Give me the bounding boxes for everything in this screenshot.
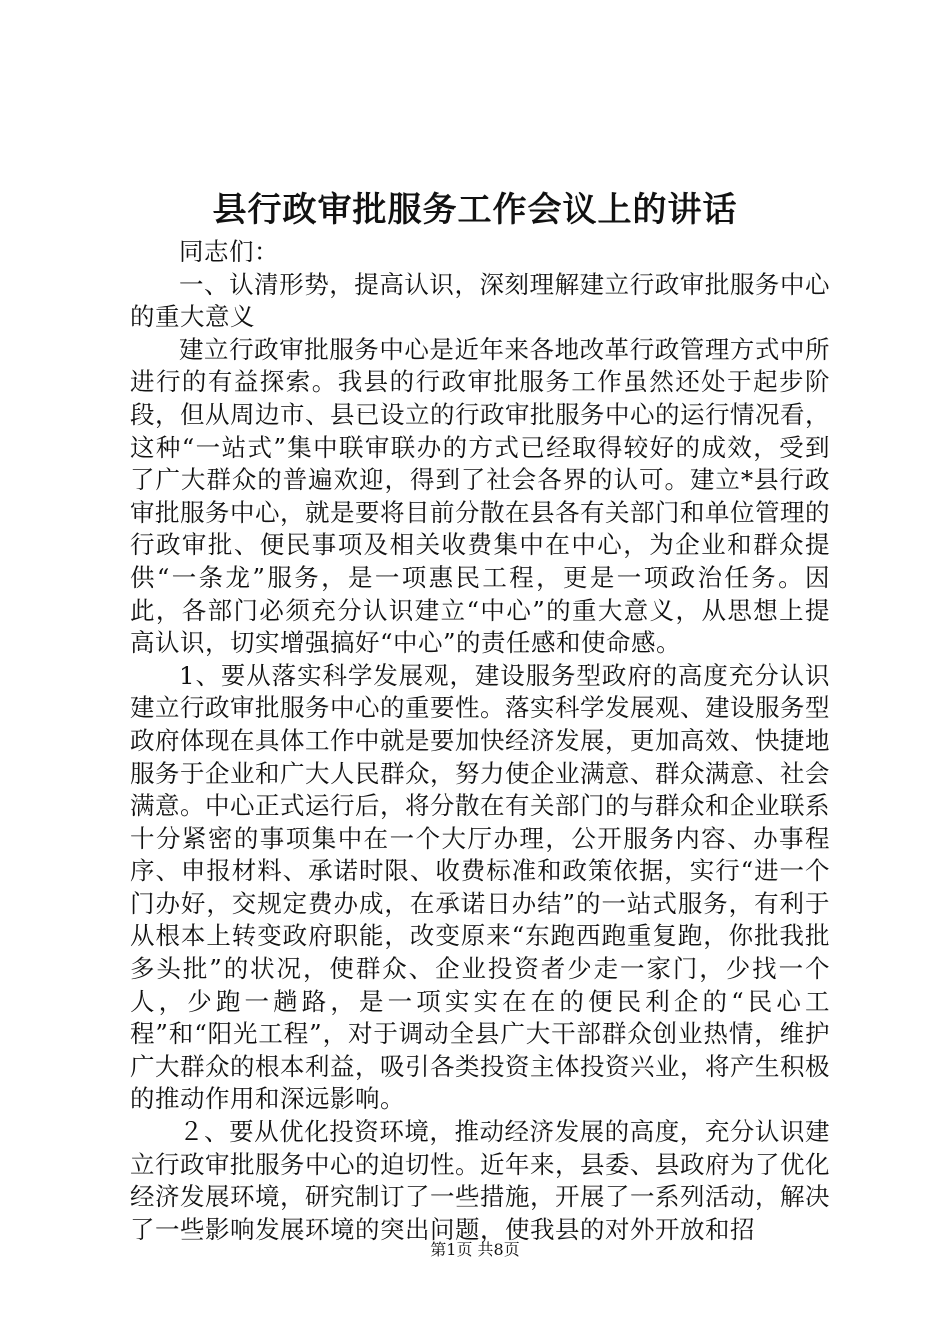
body-paragraph: 建立行政审批服务中心是近年来各地改革行政管理方式中所进行的有益探索。我县的行政审批服务工作虽然还处于起步阶段，但从周边市、县已设立的行政审批服务中心的运行情况看，这种“一站式”集中联审联办的方式已经取得较好的成效，受到了广大群众的普遍欢迎，得到了社会各界的认可。建立*县行政审批服务中心，就是要将目前分散在县各有关部门和单位管理的行政审批、便民事项及相关收费集中在中心，为企业和群众提供“一条龙”服务，是一项惠民工程，更是一项政治任务。因此，各部门必须充分认识建立“中心”的重大意义，从思想上提高认识，切实增强搞好“中心”的责任感和使命感。 xyxy=(130,334,830,658)
document-title: 县行政审批服务工作会议上的讲话 xyxy=(212,190,738,230)
body-paragraph: 1、要从落实科学发展观，建设服务型政府的高度充分认识建立行政审批服务中心的重要性。落实科学发展观、建设服务型政府体现在具体工作中就是要加快经济发展，更加高效、快捷地服务于企业和广大人民群众，努力使企业满意、群众满意、社会满意。中心正式运行后，将分散在有关部门的与群众和企业联系十分紧密的事项集中在一个大厅办理，公开服务内容、办事程序、申报材料、承诺时限、收费标准和政策依据，实行“进一个门办好，交规定费办成，在承诺日办结”的一站式服务，有利于从根本上转变政府职能，改变原来“东跑西跑重复跑，你批我批多头批”的状况，使群众、企业投资者少走一家门，少找一个人，少跑一趟路，是一项实实在在的便民利企的“民心工程”和“阳光工程”，对于调动全县广大干部群众创业热情，维护广大群众的根本利益，吸引各类投资主体投资兴业，将产生积极的推动作用和深远影响。 xyxy=(130,660,830,1114)
body-paragraph: ２、要从优化投资环境，推动经济发展的高度，充分认识建立行政审批服务中心的迫切性。近年来，县委、县政府为了优化经济发展环境，研究制订了一些措施，开展了一系列活动，解决了一些影响发展环境的突出问题，使我县的对外开放和招 xyxy=(130,1117,830,1244)
page-number-footer: 第1页 共8页 xyxy=(430,1240,520,1259)
document-body xyxy=(130,236,830,1246)
salutation-paragraph: 同志们： xyxy=(179,237,279,266)
section-heading-paragraph: 一、认清形势，提高认识，深刻理解建立行政审批服务中心的重大意义 xyxy=(130,269,830,332)
